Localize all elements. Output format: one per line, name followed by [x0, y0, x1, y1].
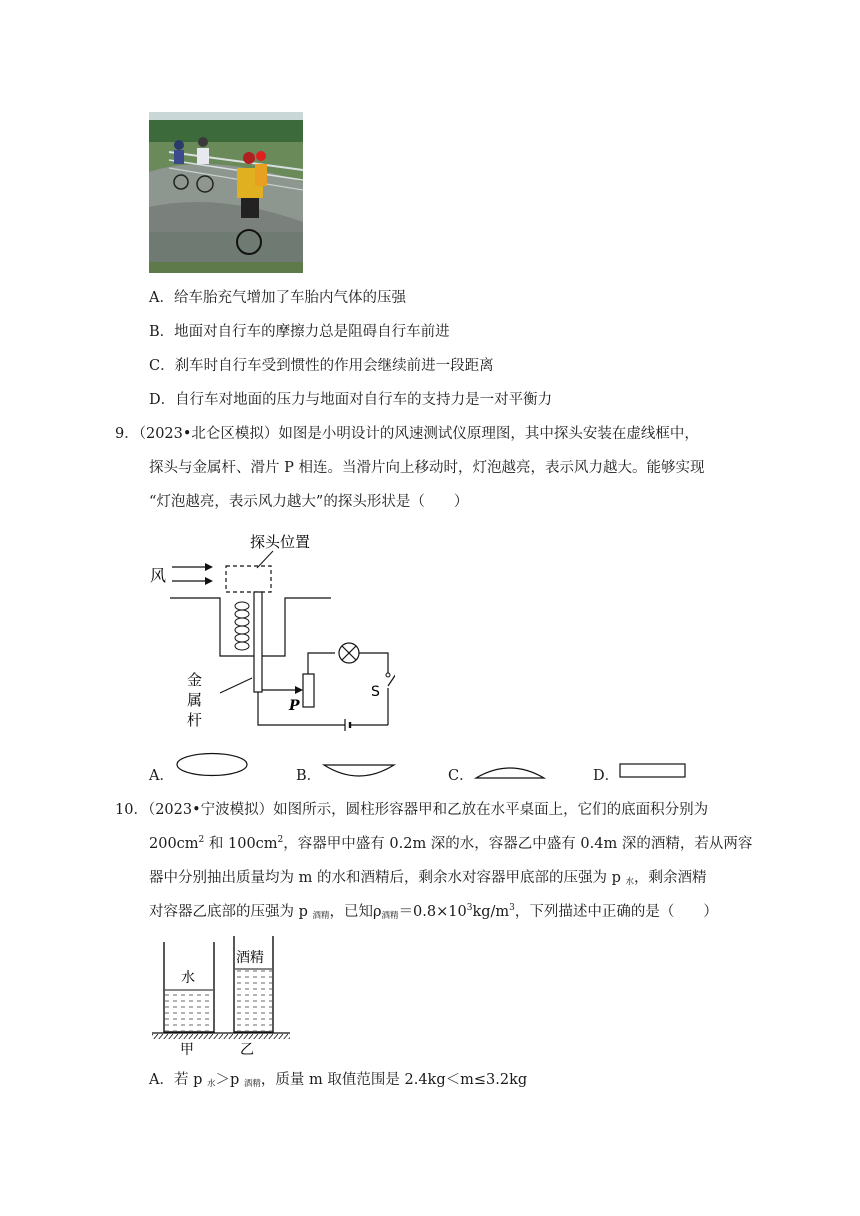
wind-tester-diagram: [145, 528, 395, 738]
rod-label-1: 金: [187, 671, 203, 689]
containers-diagram: [148, 932, 293, 1060]
q8-option-b[interactable]: B．地面对自行车的摩擦力总是阻碍自行车前进: [149, 324, 450, 340]
q8-option-d[interactable]: D．自行车对地面的压力与地面对自行车的支持力是一对平衡力: [149, 392, 553, 408]
rod-label-2: 属: [187, 691, 203, 709]
q9-option-b[interactable]: B．: [296, 768, 322, 784]
q9-option-c[interactable]: C．: [448, 768, 474, 784]
q10-stem-line-1: 10．（2023•宁波模拟）如图所示，圆柱形容器甲和乙放在水平桌面上，它们的底面积分别为: [115, 802, 709, 818]
container-yi-label: 乙: [240, 1042, 254, 1058]
oval-shape-icon: [176, 752, 250, 778]
curved-top-flat-bottom-shape-icon: [474, 764, 546, 780]
q8-option-a[interactable]: A．给车胎充气增加了车胎内气体的压强: [149, 290, 406, 306]
q9-stem-line-1: 9．（2023•北仑区模拟）如图是小明设计的风速测试仪原理图，其中探头安装在虚线框中，: [115, 426, 699, 442]
q10-option-a[interactable]: A．若 p $_水$＞p $_{酒精}$，质量 m 取值范围是 2.4kg＜m≤3.2kg: [149, 1072, 528, 1089]
wind-label: 风: [150, 566, 167, 585]
switch-s-label: S: [371, 684, 380, 700]
q9-stem-line-3: “灯泡越亮，表示风力越大”的探头形状是（ ）: [149, 494, 469, 510]
q9-stem-line-2: 探头与金属杆、滑片 P 相连。当滑片向上移动时，灯泡越亮，表示风力越大。能够实现: [149, 460, 705, 476]
alcohol-label: 酒精: [236, 950, 264, 966]
container-jia-label: 甲: [180, 1042, 194, 1058]
q8-option-c[interactable]: C．刹车时自行车受到惯性的作用会继续前进一段距离: [149, 358, 494, 374]
q9-option-a[interactable]: A．: [149, 768, 174, 784]
q10-stem-line-2: $200cm^2$ 和 $100cm^2$，容器甲中盛有 0.2m 深的水，容器乙中盛有 0.4m 深的酒精，若从两容: [149, 835, 753, 852]
q10-stem-line-4: 对容器乙底部的压强为 p $_{酒精}$，已知$\rho_{酒精}=0.8\times 10^3kg/m^3$，下列描述中正确的是（ ）: [149, 903, 718, 921]
slider-p-label: P: [289, 698, 300, 714]
probe-position-label: 探头位置: [250, 533, 311, 551]
q10-stem-line-3: 器中分别抽出质量均为 m 的水和酒精后，剩余水对容器甲底部的压强为 p $_水$，剩余酒精: [149, 870, 707, 887]
q9-option-d[interactable]: D．: [593, 768, 620, 784]
water-label: 水: [181, 970, 195, 986]
rectangle-shape-icon: [619, 763, 687, 779]
cyclists-photo: [149, 112, 303, 273]
flat-top-curved-bottom-shape-icon: [322, 763, 398, 781]
rod-label-3: 杆: [187, 711, 203, 729]
